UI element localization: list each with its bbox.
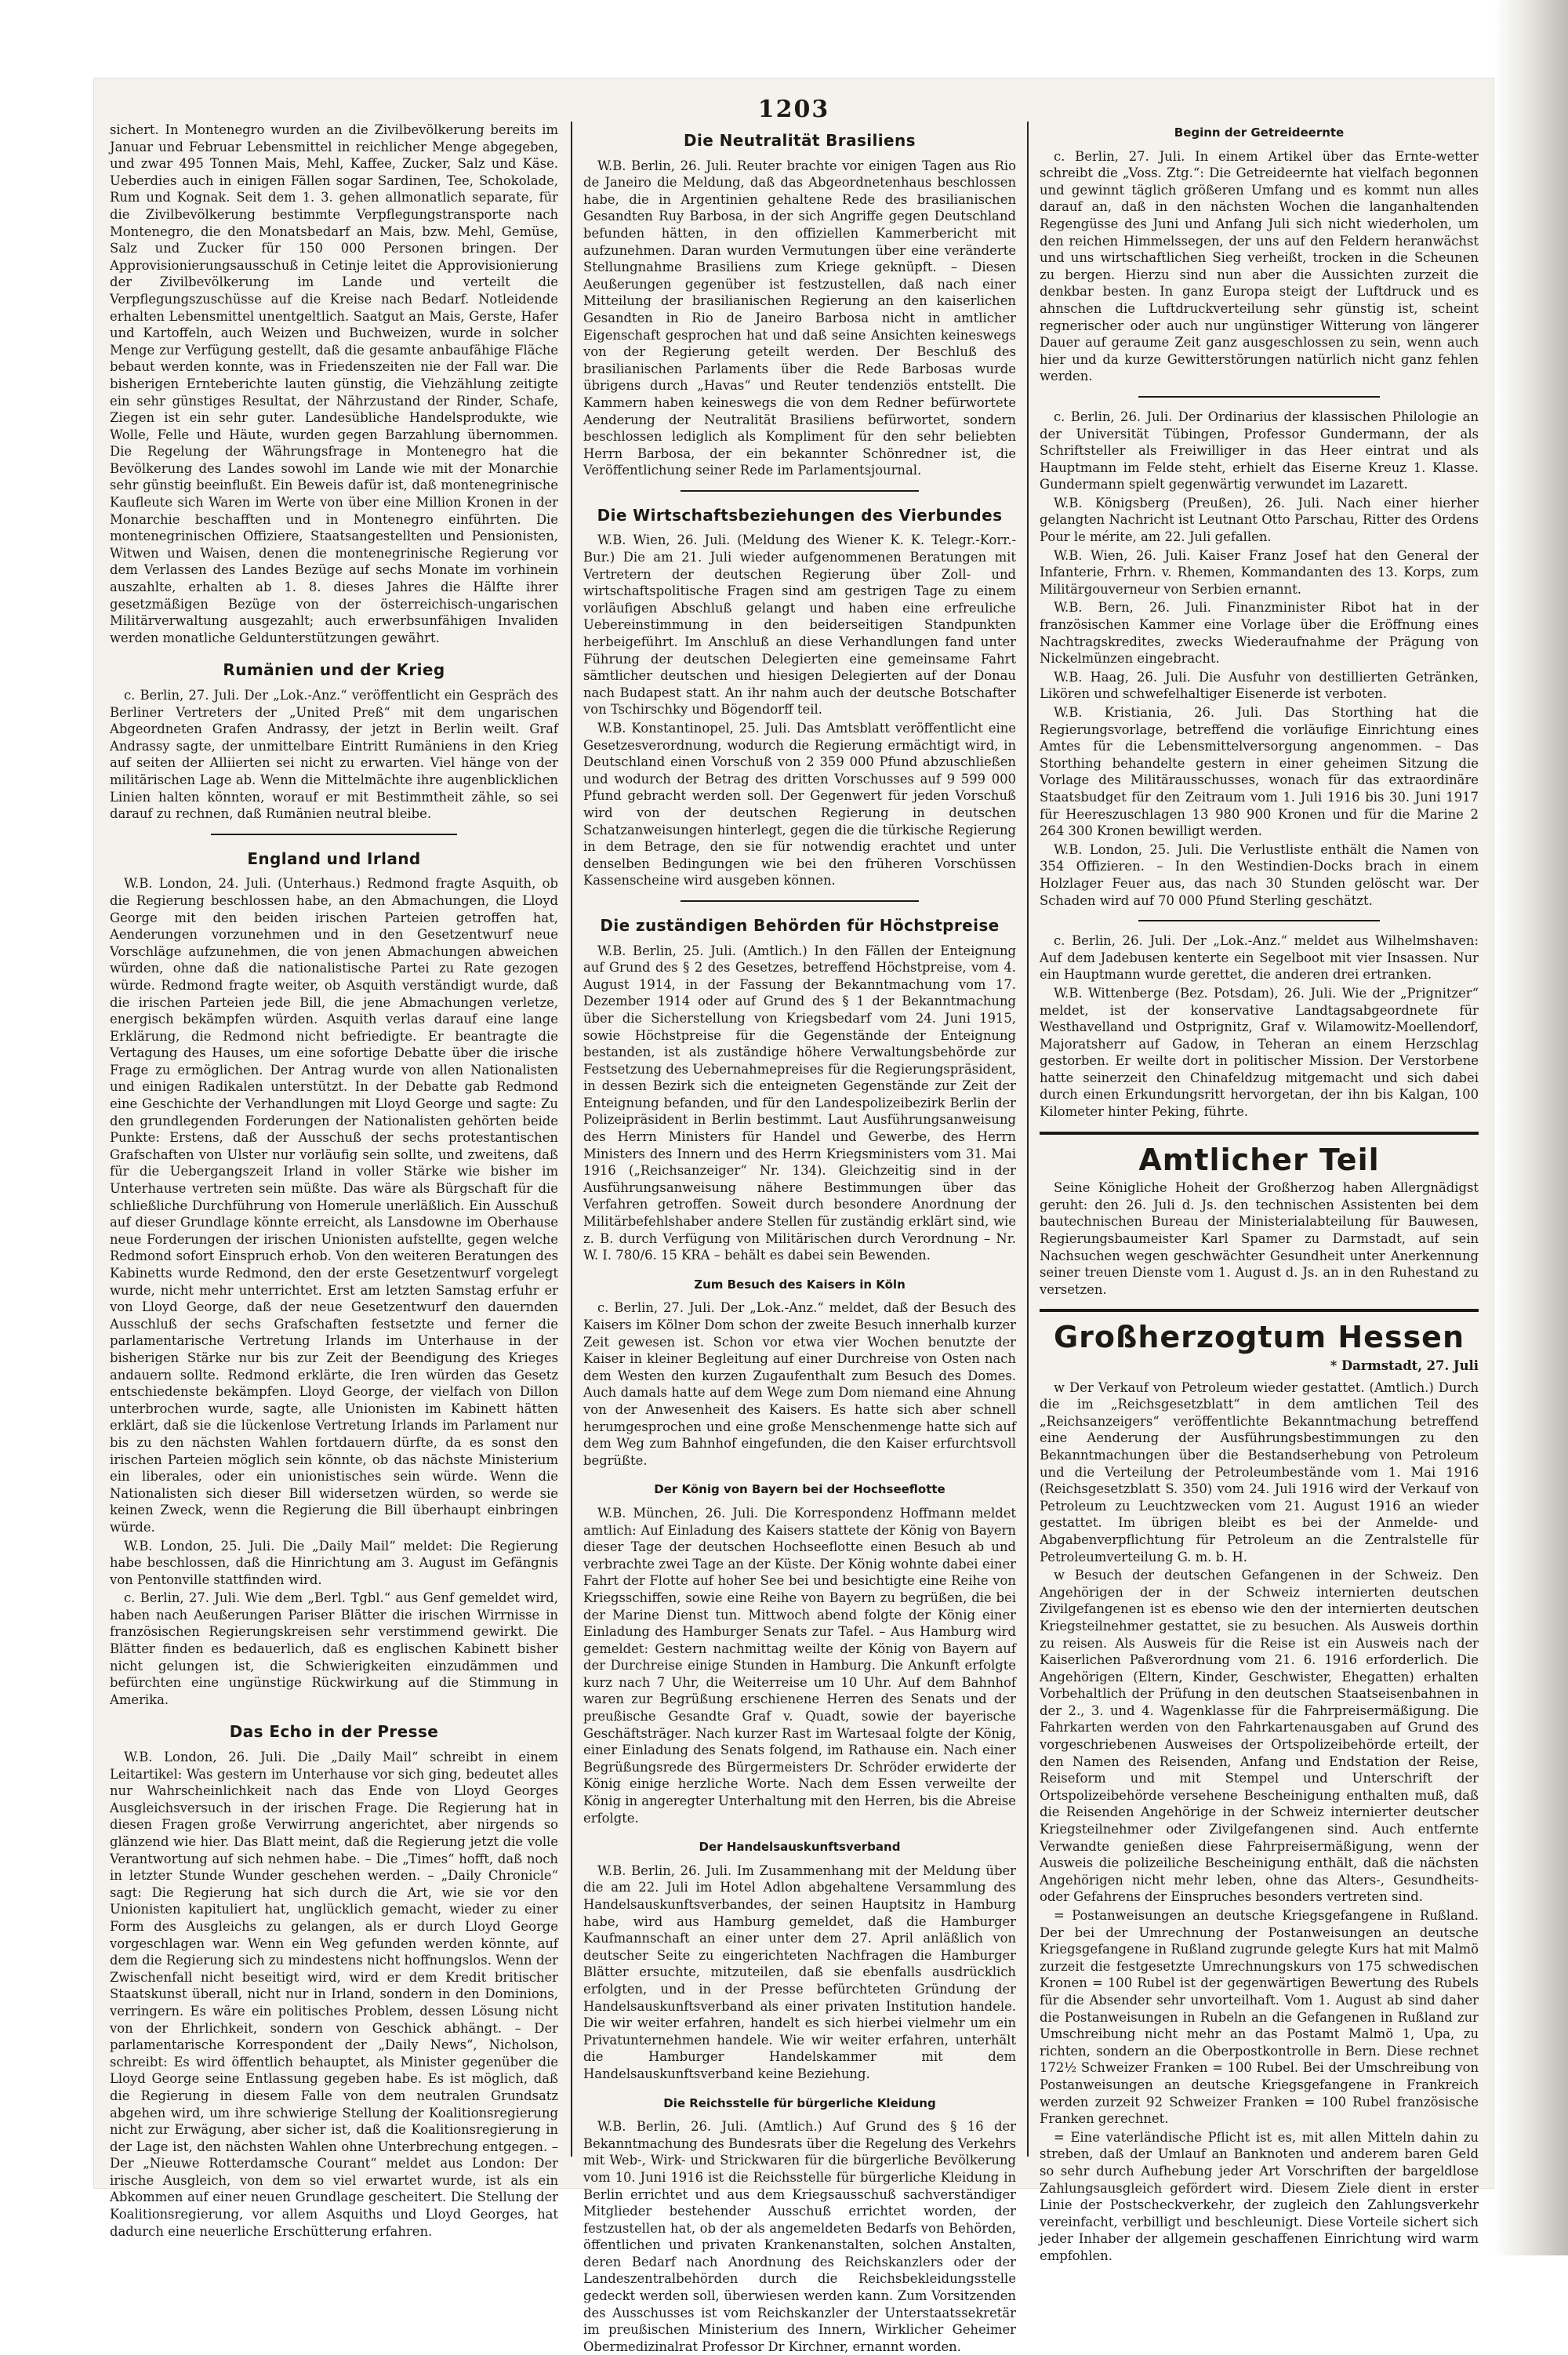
headline-england-irland: England und Irland bbox=[247, 849, 421, 868]
news-item: W.B. London, 25. Juli. Die Verlustliste enthält die Namen von 354 Offizieren. – In den Westindien-Docks brach in einem Holzlager Feuer aus, das nach 30 Stunden gelöscht war. Der Schaden wird auf 70 000 Pfund Sterling geschätzt. bbox=[1040, 841, 1479, 908]
article-wirtschaft-2: W.B. Konstantinopel, 25. Juli. Das Amtsblatt veröffentlicht eine Gesetzesverordnung, wodurch die Regierung ermächtigt wird, in Deutschland einen Vorschuß von 2 359 000 Pfund abzuschließen und wodurch der Betrag des dritten Vorschusses auf 9 599 000 Pfund gebracht werden soll. Der Gegenwert für jeden Vorschuß wird von der deutschen Regierung in deutschen Schatzanweisungen hinterlegt, gegen die die türkische Regierung in dem Betrage, den sie für notwendig erachtet und unter denselben Bedingungen wie bei den früheren Vorschüssen Kassenscheine wird ausgeben können. bbox=[583, 721, 1016, 889]
news-item: W.B. Wittenberge (Bez. Potsdam), 26. Juli. Wie der „Prignitzer“ meldet, ist der konservative Landtagsabgeordnete für Westhavelland und Ostprignitz, Graf v. Wilamowitz-Moellendorf, Majoratsherr auf Gadow, in Teheran an einem Herzschlag gestorben. Er weilte dort in politischer Mission. Der Verstorbene hatte seinerzeit den Chinafeldzug mitgemacht und sich dabei durch einen Erkundungsritt hervorgetan, der ihn bis Kalgan, 100 Kilometer hinter Peking, führte. bbox=[1040, 985, 1479, 1120]
headline-bayern: Der König von Bayern bei der Hochseeflotte bbox=[654, 1482, 946, 1497]
news-item: W.B. Wien, 26. Juli. Kaiser Franz Josef hat den General der Infanterie, Frhrn. v. Rhemen, Kommandanten des 13. Korps, zum Militärgouverneur von Serbien ernannt. bbox=[1040, 547, 1479, 597]
article-koeln: c. Berlin, 27. Juli. Der „Lok.-Anz.“ meldet, daß der Besuch des Kaisers im Kölner Dom schon der zweite Besuch innerhalb kurzer Zeit gewesen ist. Schon vor etwa vier Wochen benutzte der Kaiser in kleiner Begleitung auf einer Durchreise von Osten nach dem Westen den kurzen Zugaufenthalt zum Besuch des Domes. Auch damals hatte auf dem Wege zum Dom niemand eine Ahnung von der Anwesenheit des Kaisers. Es hatte sich aber schnell herumgesprochen und eine große Menschenmenge hatte sich auf dem Weg zum Bahnhof eingefunden, die den Kaiser erfurchtsvoll begrüßte. bbox=[583, 1300, 1016, 1468]
article-england-1: W.B. London, 24. Juli. (Unterhaus.) Redmond fragte Asquith, ob die Regierung beschlossen habe, an den Abmachungen, die Lloyd George mit den beiden irischen Parteien getroffen hat, Aenderungen vorzunehmen und in den Gesetzentwurf neue Vorschläge aufzunehmen, die von jenen Abmachungen abweichen würden, ohne daß die nationalistische Partei zu Rate gezogen würde. Redmond fragte weiter, ob Asquith verständigt wurde, daß die irischen Parteien jede Bill, die jene Abmachungen verletze, energisch bekämpfen würden. Asquith verlas darauf eine lange Erklärung, die Redmond nicht befriedigte. Er beantragte die Vertagung des Hauses, um eine sofortige Debatte über die irische Frage zu ermöglichen. Der Antrag wurde von allen Nationalisten und einigen Radikalen unterstützt. In der Debatte gab Redmond eine Geschichte der Verhandlungen mit Lloyd George und sagte: Zu den grundlegenden Forderungen der Nationalisten gehörten beide Punkte: Erstens, daß der Ausschuß der sechs protestantischen Grafschaften von Ulster nur vorläufig sein sollte, und zweitens, daß für die Uebergangszeit Irland in voller Stärke wie bisher im Unterhause vertreten sein müßte. Das wäre als Bürgschaft für die schließliche Durchführung von Homerule unerläßlich. Ein Ausschuß auf dieser Grundlage könnte erreicht, als Lansdowne im Oberhause neue Forderungen der irischen Unionisten aufstellte, gegen welche Redmond sofort Einspruch erhob. Von den weiteren Beratungen des Kabinetts wurde Redmond, den der erste Gesetzentwurf vorgelegt wurde, nicht mehr unterrichtet. Erst am letzten Samstag erfuhr er von Lloyd George, daß der neue Gesetzentwurf den dauernden Ausschluß der sechs Grafschaften festsetzte und ferner die parlamentarische Vertretung Irlands im Unterhause in der bisherigen Stärke nur bis zur Zeit der Beendigung des Krieges andauern sollte. Redmond erklärte, die Iren würden das Gesetz entschiedenste bekämpfen. Lloyd George, der vielfach von Dillon unterbrochen wurde, sagte, alle Unionisten im Kabinett hätten erklärt, daß sie die lückenlose Vertretung Irlands im Parlament nur bis zu den nächsten Wahlen fortdauern dürfte, da es sonst den irischen Parteien möglich sein könnte, ob das nächste Ministerium ein liberales, oder ein unionistisches sein würde. Wenn die Nationalisten sich dieser Bill widersetzen würden, so werde sie keinen Zweck, wenn die Regierung die Bill überhaupt einbringen würde. bbox=[110, 876, 558, 1535]
page-number: 1203 bbox=[757, 96, 830, 123]
headline-grossherzogtum-hessen: Großherzogtum Hessen bbox=[1053, 1320, 1465, 1355]
headline-handelsauskunft: Der Handelsauskunftsverband bbox=[699, 1840, 901, 1855]
dateline-darmstadt: * Darmstadt, 27. Juli bbox=[1330, 1358, 1479, 1373]
article-gefangene-schweiz: w Besuch der deutschen Gefangenen in der Schweiz. Den Angehörigen der in der Schweiz internierten deutschen Zivilgefangenen ist es ebenso wie den der internierten deutschen Kriegsteilnehmer gestattet, sie zu besuchen. Als Ausweis dorthin zu reisen. Als Ausweis für die Reise ist ein Ausweis nach der Kaiserlichen Paßverordnung vom 21. 6. 1916 erforderlich. Die Angehörigen (Eltern, Kinder, Geschwister, Ehegatten) erhalten Vorbehaltlich der Prüfung in den deutschen Staatseisenbahnen in der 2., 3. und 4. Wagenklasse für die Fahrpreisermäßigung. Die Fahrkarten werden von den Fahrkartenausgaben auf Grund des vorgeschriebenen Ausweises der Ortspolizeibehörde erteilt, der den Namen des Reisenden, Anfang und Endstation der Reise, Reiseform und mit Stempel und Unterschrift der Ortspolizeibehörde versehene Bescheinigung enthalten muß, daß die Reisenden Angehörige in der Schweiz internierter deutscher Kriegsteilnehmer oder Zivilgefangenen sind. Auch entfernte Verwandte genießen diese Fahrpreisermäßigung, wenn der Ausweis die polizeiliche Bescheinigung enthält, daß die nächsten Angehörigen nicht mehr leben, ohne das Alters-, Gesundheits- oder Gefahrens der Einspruches besonders vertreten sind. bbox=[1040, 1568, 1479, 1905]
news-item: c. Berlin, 26. Juli. Der „Lok.-Anz.“ meldet aus Wilhelmshaven: Auf dem Jadebusen kenterte ein Segelboot mit vier Insassen. Nur ein Hauptmann wurde gerettet, die anderen drei ertranken. bbox=[1040, 933, 1479, 983]
article-postanweisungen: = Postanweisungen an deutsche Kriegsgefangene in Rußland. Der bei der Umrechnung der Postanweisungen an deutsche Kriegsgefangene in Rußland zugrunde gelegte Kurs hat mit Malmö zurzeit die festgesetzte Umrechnungskurs von 175 schwedischen Kronen = 100 Rubel ist der gegenwärtigen Bewertung des Rubels für die Absender sehr unvorteilhaft. Vom 1. August ab sind daher die Postanweisungen in Rubeln an die Gefangenen in Rußland zur Umschreibung nicht mehr an das Postamt Malmö 1, Upa, zu richten, sondern an die Oberpostkontrolle in Bern. Diese rechnet 172½ Schweizer Franken = 100 Rubel. Bei der Umschreibung von Postanweisungen an deutsche Kriegsgefangene in Frankreich werden zurzeit 92 Schweizer Franken = 100 Rubel französische Franken gerechnet. bbox=[1040, 1908, 1479, 2127]
headline-wirtschaft: Die Wirtschaftsbeziehungen des Vierbundes bbox=[597, 505, 1003, 525]
separator bbox=[681, 900, 919, 902]
news-item: W.B. Haag, 26. Juli. Die Ausfuhr von destillierten Getränken, Likören und schwefelhaltiger Eisenerde ist verboten. bbox=[1040, 669, 1479, 702]
separator bbox=[1138, 396, 1380, 398]
column-center bbox=[583, 122, 1016, 2354]
headline-echo-presse: Das Echo in der Presse bbox=[229, 1722, 439, 1742]
article-england-3: c. Berlin, 27. Juli. Wie dem „Berl. Tgbl.“ aus Genf gemeldet wird, haben nach Aeußerungen Pariser Blätter die irischen Wirrnisse in französischen Regierungskreisen sehr verstimmend gewirkt. Die Blätter finden es bedauerlich, daß es englischen Kabinett bisher nicht gelungen ist, die Schwierigkeiten einzudämmen und befürchten eine ungünstige Rückwirkung auf die Stimmung in Amerika. bbox=[110, 1590, 558, 1707]
separator bbox=[681, 490, 919, 492]
article-england-2: W.B. London, 25. Juli. Die „Daily Mail“ meldet: Die Regierung habe beschlossen, daß die Hinrichtung am 3. August im Gefängnis von Pentonville stattfinden wird. bbox=[110, 1538, 558, 1587]
column-rule-left bbox=[571, 122, 572, 2157]
article-echo: W.B. London, 26. Juli. Die „Daily Mail“ schreibt in einem Leitartikel: Was gestern im Unterhause vor sich ging, bedeutet alles nur Wahrscheinlichkeit nach das Ende von Lloyd Georges Ausgleichsversuch in der irischen Frage. Die Regierung hat in diesen Fragen große Verwirrung angerichtet, aber nirgends so glänzend wie hier. Das Blatt meint, daß die Regierung jetzt die volle Verantwortung auf sich nehmen habe. – Die „Times“ hofft, daß noch in letzter Stunde Wunder geschehen werden. – „Daily Chronicle“ sagt: Die Regierung hat sich durch die Art, wie sie vor den Unionisten kapituliert hat, unglücklich gemacht, wieder zu einer Form des Ausgleichs zu gelangen, als er durch Lloyd George vorgeschlagen war. Wenn ein Weg gefunden werden könnte, auf dem die Regierung sich zu mindestens nicht hoffnungslos. Wenn der Zwischenfall nicht beseitigt wird, wird er dem Kredit britischer Staatskunst überall, nicht nur in Irland, sondern in den Dominions, verringern. Es wäre ein politisches Problem, dessen Lösung nicht von der Ehrlichkeit, sondern von Geschick abhängt. – Der parlamentarische Korrespondent der „Daily News“, Nicholson, schreibt: Es wird öffentlich behauptet, als Minister gegenüber die Lloyd George seine Entlassung gegeben habe. Es ist möglich, daß die Regierung in diesem Falle von dem neutralen Grundsatz abgehen wird, um ihre schwierige Stellung der Koalitionsregierung nicht zur Erwägung, aber sicher ist, daß die Koalitionsregierung in der Lage ist, den nächsten Wahlen ohne Unterbrechung entgegen. – Der „Nieuwe Rotterdamsche Courant“ meldet aus London: Der irische Ausgleich, von dem so viel erwartet wurde, ist als ein Abkommen auf einer neuen Grundlage gescheitert. Die Stellung der Koalitionsregierung, vor allem Asquiths und Lloyd Georges, hat dadurch eine neuerliche Erschütterung erfahren. bbox=[110, 1750, 558, 2239]
news-item: W.B. Bern, 26. Juli. Finanzminister Ribot hat in der französischen Kammer eine Vorlage über die Eröffnung eines Nachtragskredites, zwecks Wiederaufnahme der Prägung von Nickelmünzen eingebracht. bbox=[1040, 600, 1479, 667]
headline-rumaenien: Rumänien und der Krieg bbox=[223, 660, 445, 680]
headline-getreideernte: Beginn der Getreideernte bbox=[1174, 125, 1345, 140]
article-rumaenien: c. Berlin, 27. Juli. Der „Lok.-Anz.“ veröffentlicht ein Gespräch des Berliner Vertreters der „United Preß“ mit dem ungarischen Abgeordneten Grafen Andrassy, der jetzt in Berlin weilt. Graf Andrassy sagte, der unmittelbare Eintritt Rumäniens in den Krieg auf seiten der Alliierten sei nicht zu erwarten. Viel hänge von der militärischen Lage ab. Wenn die Mittelmächte ihre augenblicklichen Linien halten könnten, worauf er mit Bestimmtheit zähle, so sei darauf zu rechnen, daß Rumänien neutral bleibe. bbox=[110, 688, 558, 822]
article-vaterlaendische-pflicht: = Eine vaterländische Pflicht ist es, mit allen Mitteln dahin zu streben, daß der Umlauf an Banknoten und anderem baren Geld so sehr durch Aufhebung jeder Art Vorschriften der bargeldlose Zahlungsausgleich gefördert wird. Diesem Ziele dient in erster Linie der Postscheckverkehr, der zugleich den Zahlungsverkehr vereinfacht, verbilligt und beschleunigt. Diese Vorteile sichert sich jeder Inhaber der allgemein geschaffenen Einrichtung wird warm empfohlen. bbox=[1040, 2129, 1479, 2263]
article-brasilien: W.B. Berlin, 26. Juli. Reuter brachte vor einigen Tagen aus Rio de Janeiro die Meldung, daß das Abgeordnetenhaus beschlossen habe, die in Argentinien gehaltene Rede des brasilianischen Gesandten Ruy Barbosa, in der sich Angriffe gegen Deutschland befunden hätten, in den offiziellen Kammerbericht mit aufzunehmen. Daran wurden Vermutungen über eine veränderte Stellungnahme Brasiliens zum Kriege geknüpft. – Diesen Aeußerungen gegenüber ist festzustellen, daß nach einer Mitteilung der brasilianischen Regierung an den kaiserlichen Gesandten in Rio de Janeiro Barbosa nicht in amtlicher Eigenschaft gesprochen hat und daß seine Ansichten keineswegs von der Regierung geteilt werden. Der Beschluß des brasilianischen Parlaments über die Rede Barbosas wurde übrigens durch „Havas“ und Reuter tendenziös entstellt. Die Kammern haben keineswegs die von dem Redner befürwortete Aenderung der Neutralität Brasiliens befürwortet, sondern beschlossen lediglich als Kompliment für den sehr beliebten Herrn Barbosa, der ein bekannter Schönredner ist, die Veröffentlichung seiner Rede im Parlamentsjournal. bbox=[583, 158, 1016, 478]
binding-spine bbox=[1494, 0, 1568, 2255]
news-item: W.B. Königsberg (Preußen), 26. Juli. Nach einer hierher gelangten Nachricht ist Leutnant Otto Parschau, Ritter des Ordens Pour le mérite, am 22. Juli gefallen. bbox=[1040, 495, 1479, 545]
article-handelsauskunft: W.B. Berlin, 26. Juli. Im Zusammenhang mit der Meldung über die am 22. Juli im Hotel Adlon abgehaltene Versammlung des Handelsauskunftsverbandes, der seinen Hauptsitz in Hamburg habe, wird aus Hamburg gemeldet, daß die Hamburger Kaufmannschaft an einer unter dem 27. April anläßlich von deutscher Seite zu eingerichteten Nachfragen die Hamburger Blätter ersuchte, mitzuteilen, daß sie ebenfalls ausdrücklich erfolgten, und in der Presse befürchteten Gründung der Handelsauskunftsverband als einer privaten Institution handele. Die wir weiter erfahren, handelt es sich hierbei vielmehr um ein Privatunternehmen handele. Wie wir weiter erfahren, unterhält die Hamburger Handelskammer mit dem Handelsauskunftsverband keine Beziehung. bbox=[583, 1863, 1016, 2081]
article-wirtschaft-1: W.B. Wien, 26. Juli. (Meldung des Wiener K. K. Telegr.-Korr.-Bur.) Die am 21. Juli wieder aufgenommenen Beratungen mit Vertretern der deutschen Regierung über Zoll- und wirtschaftspolitische Fragen sind am gestrigen Tage zu einem vorläufigen Abschluß gelangt und haben eine erfreuliche Uebereinstimmung in den beiderseitigen Standpunkten herbeigeführt. Im Anschluß an diese Verhandlungen fand unter Führung der deutschen Delegierten eine gemeinsame Fahrt sämtlicher deutschen und hiesigen Delegierten auf der Donau nach Budapest statt. An ihr nahm auch der deutsche Botschafter von Tschirschky und Bögendorff teil. bbox=[583, 532, 1016, 718]
headline-koeln: Zum Besuch des Kaisers in Köln bbox=[694, 1277, 906, 1292]
article-kleidung: W.B. Berlin, 26. Juli. (Amtlich.) Auf Grund des § 16 der Bekanntmachung des Bundesrats über die Regelung des Verkehrs mit Web-, Wirk- und Strickwaren für die bürgerliche Bevölkerung vom 10. Juni 1916 ist die Reichsstelle für bürgerliche Kleidung in Berlin errichtet und aus dem Kriegsausschuß sachverständiger Mitglieder bestehender Ausschuß errichtet worden, der festzustellen hat, ob der als angemeldeten Bedarfs von Behörden, öffentlichen und privaten Krankenanstalten, solchen Anstalten, deren Bedarf nach Anordnung des Reichskanzlers oder der Landeszentralbehörden durch die Reichsbekleidungsstelle gedeckt werden soll, überwiesen werden kann. Zum Vorsitzenden des Ausschusses ist vom Reichskanzler der Unterstaatssekretär im preußischen Ministerium des Innern, Wirklicher Geheimer Obermedizinalrat Professor Dr Kirchner, ernannt worden. bbox=[583, 2119, 1016, 2354]
article-getreideernte: c. Berlin, 27. Juli. In einem Artikel über das Ernte-wetter schreibt die „Voss. Ztg.“: Die Getreideernte hat vielfach begonnen und gewinnt täglich größeren Umfang und es kommt nun alles darauf an, daß in den nächsten Wochen die langanhaltenden Regengüsse des Juni und Anfang Juli sich nicht wiederholen, um den reichen Himmelssegen, der uns auf den Feldern heranwächst und uns wirtschaftlichen Sieg verheißt, trocken in die Scheunen zu bergen. Hierzu sind nun aber die Aussichten zurzeit die denkbar besten. In ganz Europa steigt der Luftdruck und es ahnschen die Luftdruckverteilung sehr günstig ist, scheint regnerischer oder auch nur ungünstiger Witterung von längerer Dauer auf geraume Zeit ganz ausgeschlossen zu sein, wenn auch hier und da kurze Gewitterstörungen natürlich nicht ganz fehlen werden. bbox=[1040, 148, 1479, 384]
news-item: W.B. Kristiania, 26. Juli. Das Storthing hat die Regierungsvorlage, betreffend die vorläufige Einrichtung eines Amtes für die Lebensmittelversorgung angenommen. – Das Storthing behandelte gestern in einer geheimen Sitzung die Vorlage des Militärausschusses, wonach für das extraordinäre Staatsbudget für den Zeitraum vom 1. Juli 1916 bis 30. Juni 1917 für Heereszuschlagen 13 980 900 Kronen und für die Marine 2 264 300 Kronen bewilligt werden. bbox=[1040, 705, 1479, 839]
separator-thick bbox=[1040, 1132, 1479, 1135]
column-left bbox=[110, 122, 558, 2239]
news-item: c. Berlin, 26. Juli. Der Ordinarius der klassischen Philologie an der Universität Tübingen, Professor Gundermann, der als Schriftsteller als Freiwilliger in das Heer eintrat und als Hauptmann im Felde steht, erhielt das Eiserne Kreuz 1. Klasse. Gundermann spielt gegenwärtig verwundet im Lazarett. bbox=[1040, 409, 1479, 492]
separator bbox=[211, 834, 458, 835]
headline-brasilien: Die Neutralität Brasiliens bbox=[684, 131, 916, 150]
headline-amtlicher-teil: Amtlicher Teil bbox=[1138, 1142, 1380, 1177]
article-amtlicher-teil: Seine Königliche Hoheit der Großherzog haben Allergnädigst geruht: den 26. Juli d. Js. den technischen Assistenten bei dem bautechnischen Bureau der Ministerialabteilung für Bauwesen, Regierungsbaumeister Karl Spamer zu Darmstadt, auf sein Nachsuchen wegen geschwächter Gesundheit unter Anerkennung seiner treuen Dienste vom 1. August d. Js. an in den Ruhestand zu versetzen. bbox=[1040, 1180, 1479, 1297]
separator bbox=[1138, 920, 1380, 921]
headline-kleidung: Die Reichsstelle für bürgerliche Kleidung bbox=[663, 2095, 936, 2110]
headline-hoechstpreise: Die zuständigen Behörden für Höchstpreise bbox=[600, 915, 1000, 935]
column-rule-right bbox=[1027, 122, 1029, 2157]
article-montenegro: sichert. In Montenegro wurden an die Zivilbevölkerung bereits im Januar und Februar Lebensmittel in reichlicher Menge abgegeben, und zwar 495 Tonnen Mais, Mehl, Kaffee, Zucker, Salz und Käse. Ueberdies auch in einigen Fällen sogar Sardinen, Tee, Schokolade, Rum und Kognak. Seit dem 1. 3. gehen allmonatlich separate, für die Zivilbevölkerung bestimmte Verpflegungstransporte nach Montenegro, die den Monatsbedarf an Mais, bzw. Mehl, Gemüse, Salz und Zucker für 150 000 Personen bringen. Der Approvisionierungsausschuß in Cetinje leitet die Approvisionierung der Zivilbevölkerung im Lande und verteilt die Verpflegungszuschüsse auf die Kreise nach Bedarf. Notleidende erhalten Lebensmittel unentgeltlich. Saatgut an Mais, Gerste, Hafer und Kartoffeln, auch Weizen und Buchweizen, wurde in solcher Menge zur Verfügung gestellt, daß die gesamte anbaufähige Fläche bebaut werden konnte, was in Friedenszeiten nie der Fall war. Die bisherigen Ernteberichte lauten günstig, die Viehzählung zeitigte ein sehr günstiges Resultat, der Nährzustand der Rinder, Schafe, Ziegen ist ein sehr guter. Landesübliche Handelsprodukte, wie Wolle, Felle und Häute, wurden gegen Barzahlung übernommen. Die Regelung der Währungsfrage in Montenegro hat die Bevölkerung des Landes sowohl im Lande wie mit der Monarchie sehr günstig beeinflußt. Ein Beweis dafür ist, daß montenegrinische Kaufleute sich Waren im Werte von über eine Million Kronen in der Monarchie beschafften und in Montenegro einführten. Die montenegrinischen Offiziere, Staatsangestellten und Pensionisten, Witwen und Waisen, denen die montenegrinische Regierung vor dem Verlassen des Landes Bezüge auf sechs Monate im vorhinein auszahlte, erhalten ab 1. 8. dieses Jahres die Hälfte ihrer gesetzmäßigen Bezüge von der österreichisch-ungarischen Militärverwaltung ausgezahlt; auch erwerbsunfähigen Invaliden werden monatliche Geldunterstützungen gewährt. bbox=[110, 122, 558, 645]
article-petroleum: w Der Verkauf von Petroleum wieder gestattet. (Amtlich.) Durch die im „Reichsgesetzblatt“ in dem amtlichen Teil des „Reichsanzeigers“ veröffentlichte Bekanntmachung betreffend eine Aenderung der Ausführungsbestimmungen zu den Bekanntmachungen über die Bestandserhebung von Petroleum und die Verteilung der Petroleumbestände vom 1. Mai 1916 (Reichsgesetzblatt S. 350) vom 24. Juli 1916 wird der Verkauf von Petroleum zu Leuchtzwecken vom 21. August 1916 an wieder gestattet. Im übrigen bleibt es bei der Anmelde- und Abgabenverpflichtung für Petroleum an die Zentralstelle für Petroleumverteilung G. m. b. H. bbox=[1040, 1379, 1479, 1565]
article-hoechstpreise: W.B. Berlin, 25. Juli. (Amtlich.) In den Fällen der Enteignung auf Grund des § 2 des Gesetzes, betreffend Höchstpreise, vom 4. August 1914, in der Fassung der Bekanntmachung vom 17. Dezember 1914 oder auf Grund des § 1 der Bekanntmachung über die Sicherstellung von Kriegsbedarf vom 24. Juni 1915, sowie Höchstpreise für die Gegenstände der Enteignung bestanden, ist als zuständige höhere Verwaltungsbehörde zur Festsetzung des Uebernahmepreises für die Regierungspräsident, in dessen Bezirk sich die enteigneten Gegenstände zur Zeit der Enteignung befanden, und für den Landespolizeibezirk Berlin der Polizeipräsident in Berlin bestimmt. Laut Ausführungsanweisung des Herrn Ministers für Handel und Gewerbe, des Herrn Ministers des Innern und des Herrn Kriegsministers vom 31. Mai 1916 („Reichsanzeiger“ Nr. 134). Gleichzeitig sind in der Ausführungsanweisung nähere Bestimmungen über das Verfahren getroffen. Soweit durch besondere Anordnung der Militärbefehlshaber andere Stellen für zuständig erklärt sind, wie z. B. durch Verfügung von Militärischen durch Verordnung – Nr. W. I. 780/6. 15 KRA – behält es dabei sein Bewenden. bbox=[583, 943, 1016, 1263]
column-right bbox=[1040, 122, 1479, 2263]
article-bayern: W.B. München, 26. Juli. Die Korrespondenz Hoffmann meldet amtlich: Auf Einladung des Kaisers stattete der König von Bayern dieser Tage der deutschen Hochseeflotte einen Besuch ab und verbrachte zwei Tage an der Küste. Der König wohnte dabei einer Fahrt der Flotte auf hoher See bei und besichtigte eine Reihe von Kriegsschiffen, sowie eine Reihe von Bayern zu begrüßen, die bei der Marine Dienst tun. Mittwoch abend folgte der König einer Einladung des Hamburger Senats zur Tafel. – Aus Hamburg wird gemeldet: Gestern nachmittag weilte der König von Bayern auf der Durchreise einige Stunden in Hamburg. Die Ankunft erfolgte kurz nach 7 Uhr, die Weiterreise um 10 Uhr. Auf dem Bahnhof waren zur Begrüßung erschienene Herren des Senats und der preußische Gesandte Graf v. Quadt, sowie der bayerische Geschäftsträger. Nach kurzer Rast im Wartesaal folgte der König, einer Einladung des Senats folgend, im Rathause ein. Nach einer Begrüßungsrede des Bürgermeisters Dr. Schröder erwiderte der König einige herzliche Worte. Nach dem Essen verweilte der König in angeregter Unterhaltung mit den Herren, bis die Abreise erfolgte. bbox=[583, 1505, 1016, 1826]
separator-thick bbox=[1040, 1309, 1479, 1312]
newspaper-page bbox=[94, 78, 1494, 2354]
